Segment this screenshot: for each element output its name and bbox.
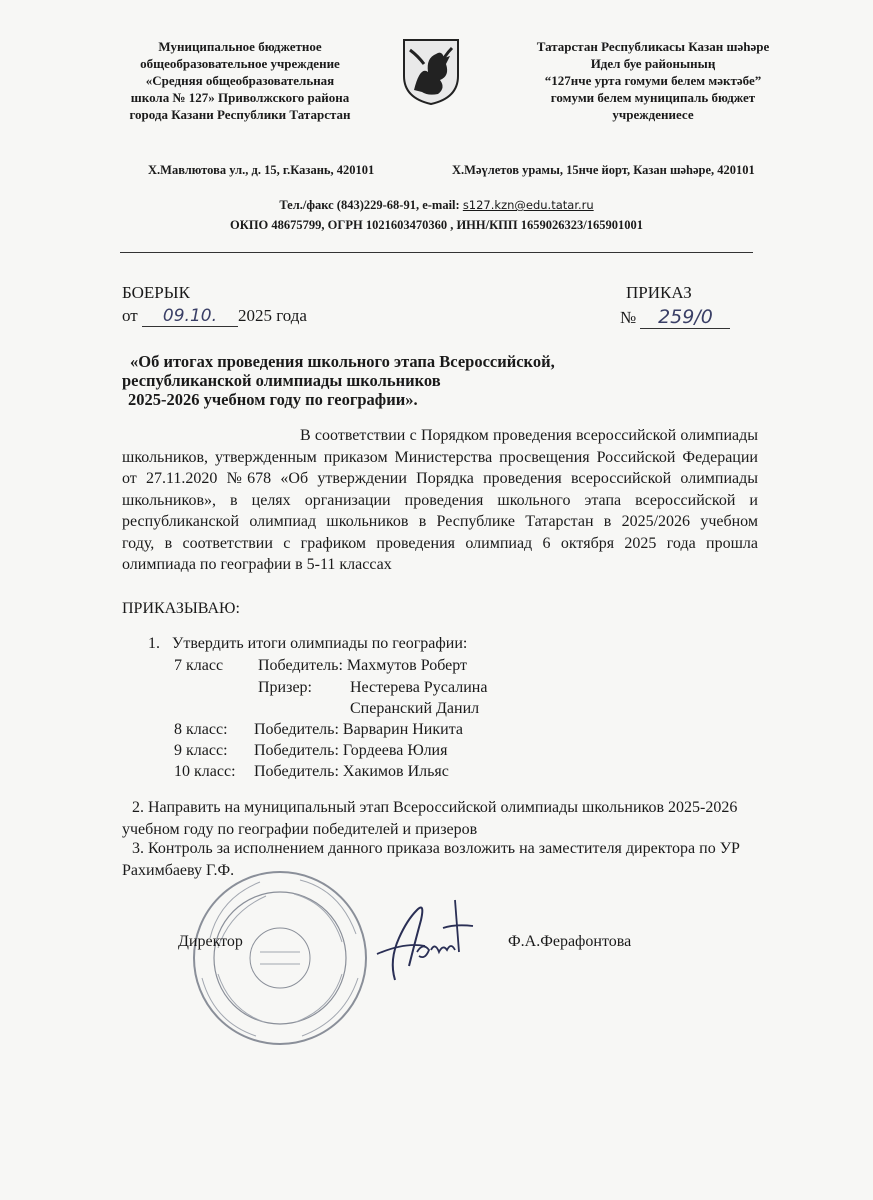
date-line xyxy=(122,306,307,327)
result-row xyxy=(174,763,449,781)
item-2-line: 2. Направить на муниципальный этап Всероссийской олимпиады школьников 2025-2026 xyxy=(132,799,738,816)
result-class: 10 класс: xyxy=(174,763,236,780)
school-stamp-icon xyxy=(190,868,370,1048)
intro-line: школьников», в целях организации проведения школьного этапа всероссийской и xyxy=(122,491,758,509)
number-handwritten: 259/0 xyxy=(640,306,730,329)
header-right-line: “127нче урта гомуми белем мәктәбе” xyxy=(544,73,762,88)
header-right-line: гомуми белем муниципаль бюджет xyxy=(550,90,756,105)
result-row xyxy=(174,679,487,697)
tatarstan-emblem-icon xyxy=(398,36,464,106)
title-line: «Об итогах проведения школьного этапа Всероссийской, xyxy=(130,352,555,371)
result-name: Гордеева Юлия xyxy=(342,742,448,759)
intro-line: году, в соответствии с графиком проведения олимпиад 6 октября 2025 года прошла xyxy=(122,534,758,552)
item-3-line: 3. Контроль за исполнением данного приказа возложить на заместителя директора по УР xyxy=(132,840,740,857)
date-prefix: от xyxy=(122,306,138,325)
number-line xyxy=(620,306,730,329)
email-link[interactable]: s127.kzn@edu.tatar.ru xyxy=(462,198,594,212)
prikaz-label: ПРИКАЗ xyxy=(626,283,692,302)
result-row xyxy=(174,742,447,760)
result-name: Хакимов Ильяс xyxy=(342,763,449,780)
result-role: Победитель: xyxy=(258,657,343,674)
intro-line: В соответствии с Порядком проведения всероссийской олимпиады xyxy=(300,427,758,444)
result-name: Сперанский Данил xyxy=(350,700,480,717)
director-name: Ф.А.Ферафонтова xyxy=(508,933,632,950)
header-right-line: Татарстан Республикасы Казан шәһәре xyxy=(536,39,770,54)
header-left-line: города Казани Республики Татарстан xyxy=(129,107,351,122)
result-class: 7 класс xyxy=(174,657,224,674)
header-right-block xyxy=(488,38,818,123)
codes-line: ОКПО 48675799, ОГРН 1021603470360 , ИНН/КПП 1659026323/165901001 xyxy=(230,218,643,232)
header-left-line: общеобразовательное учреждение xyxy=(140,56,340,71)
director-signature-icon xyxy=(355,880,475,990)
date-handwritten: 09.10. xyxy=(142,306,238,327)
boeryk-label: БОЕРЫК xyxy=(122,283,190,302)
title-line: республиканской олимпиады школьников xyxy=(122,371,441,390)
result-row xyxy=(174,700,479,718)
intro-line: республиканской олимпиад школьников в Республике Татарстан в 2025/2026 учебном xyxy=(122,513,758,530)
header-divider xyxy=(120,252,753,253)
address-left: Х.Мавлютова ул., д. 15, г.Казань, 420101 xyxy=(148,163,375,177)
result-row xyxy=(174,657,467,675)
item-1-num: 1. xyxy=(148,635,160,652)
order-title xyxy=(122,352,555,409)
item-1-text: Утвердить итоги олимпиады по географии: xyxy=(172,635,468,652)
result-class: 9 класс: xyxy=(174,742,228,759)
intro-line: олимпиада по географии в 5-11 классах xyxy=(122,556,392,573)
order-word: ПРИКАЗЫВАЮ: xyxy=(122,600,240,617)
header-left-line: Муниципальное бюджетное xyxy=(158,39,322,54)
header-left-line: школа № 127» Приволжского района xyxy=(130,90,350,105)
address-right: Х.Мәүлетов урамы, 15нче йорт, Казан шәһәре, 420101 xyxy=(452,163,755,177)
result-role: Победитель: xyxy=(254,742,339,759)
director-label: Директор xyxy=(178,933,243,950)
header-left-line: «Средняя общеобразовательная xyxy=(145,73,335,88)
contact-prefix: Тел./факс (843)229-68-91, e-mail: xyxy=(279,198,463,212)
result-name: Нестерева Русалина xyxy=(350,679,488,696)
item-3-line: Рахимбаеву Г.Ф. xyxy=(122,861,235,879)
result-class: 8 класс: xyxy=(174,721,228,738)
header-right-line: учреждениесе xyxy=(612,107,694,122)
date-suffix: 2025 года xyxy=(237,306,307,325)
result-name: Махмутов Роберт xyxy=(346,657,468,674)
number-prefix: № xyxy=(620,308,637,327)
contact-line xyxy=(120,198,753,213)
header-left-block xyxy=(100,38,380,123)
intro-line: школьников, утвержденным приказом Министерства просвещения Российской Федерации xyxy=(122,448,758,466)
item-2-line: учебном году по географии победителей и призеров xyxy=(122,820,478,838)
item-1 xyxy=(148,635,467,653)
result-role: Победитель: xyxy=(254,763,339,780)
result-role: Победитель: xyxy=(254,721,339,738)
intro-line: от 27.11.2020 №678 «Об утверждении Порядка проведения всероссийской олимпиады xyxy=(122,470,758,487)
header-right-line: Идел буе районының xyxy=(590,56,716,71)
item-2 xyxy=(122,797,737,840)
result-row xyxy=(174,721,463,739)
title-line: 2025-2026 учебном году по географии». xyxy=(128,390,418,409)
result-role: Призер: xyxy=(258,679,312,696)
result-name: Варварин Никита xyxy=(342,721,463,738)
intro-paragraph xyxy=(122,425,758,576)
